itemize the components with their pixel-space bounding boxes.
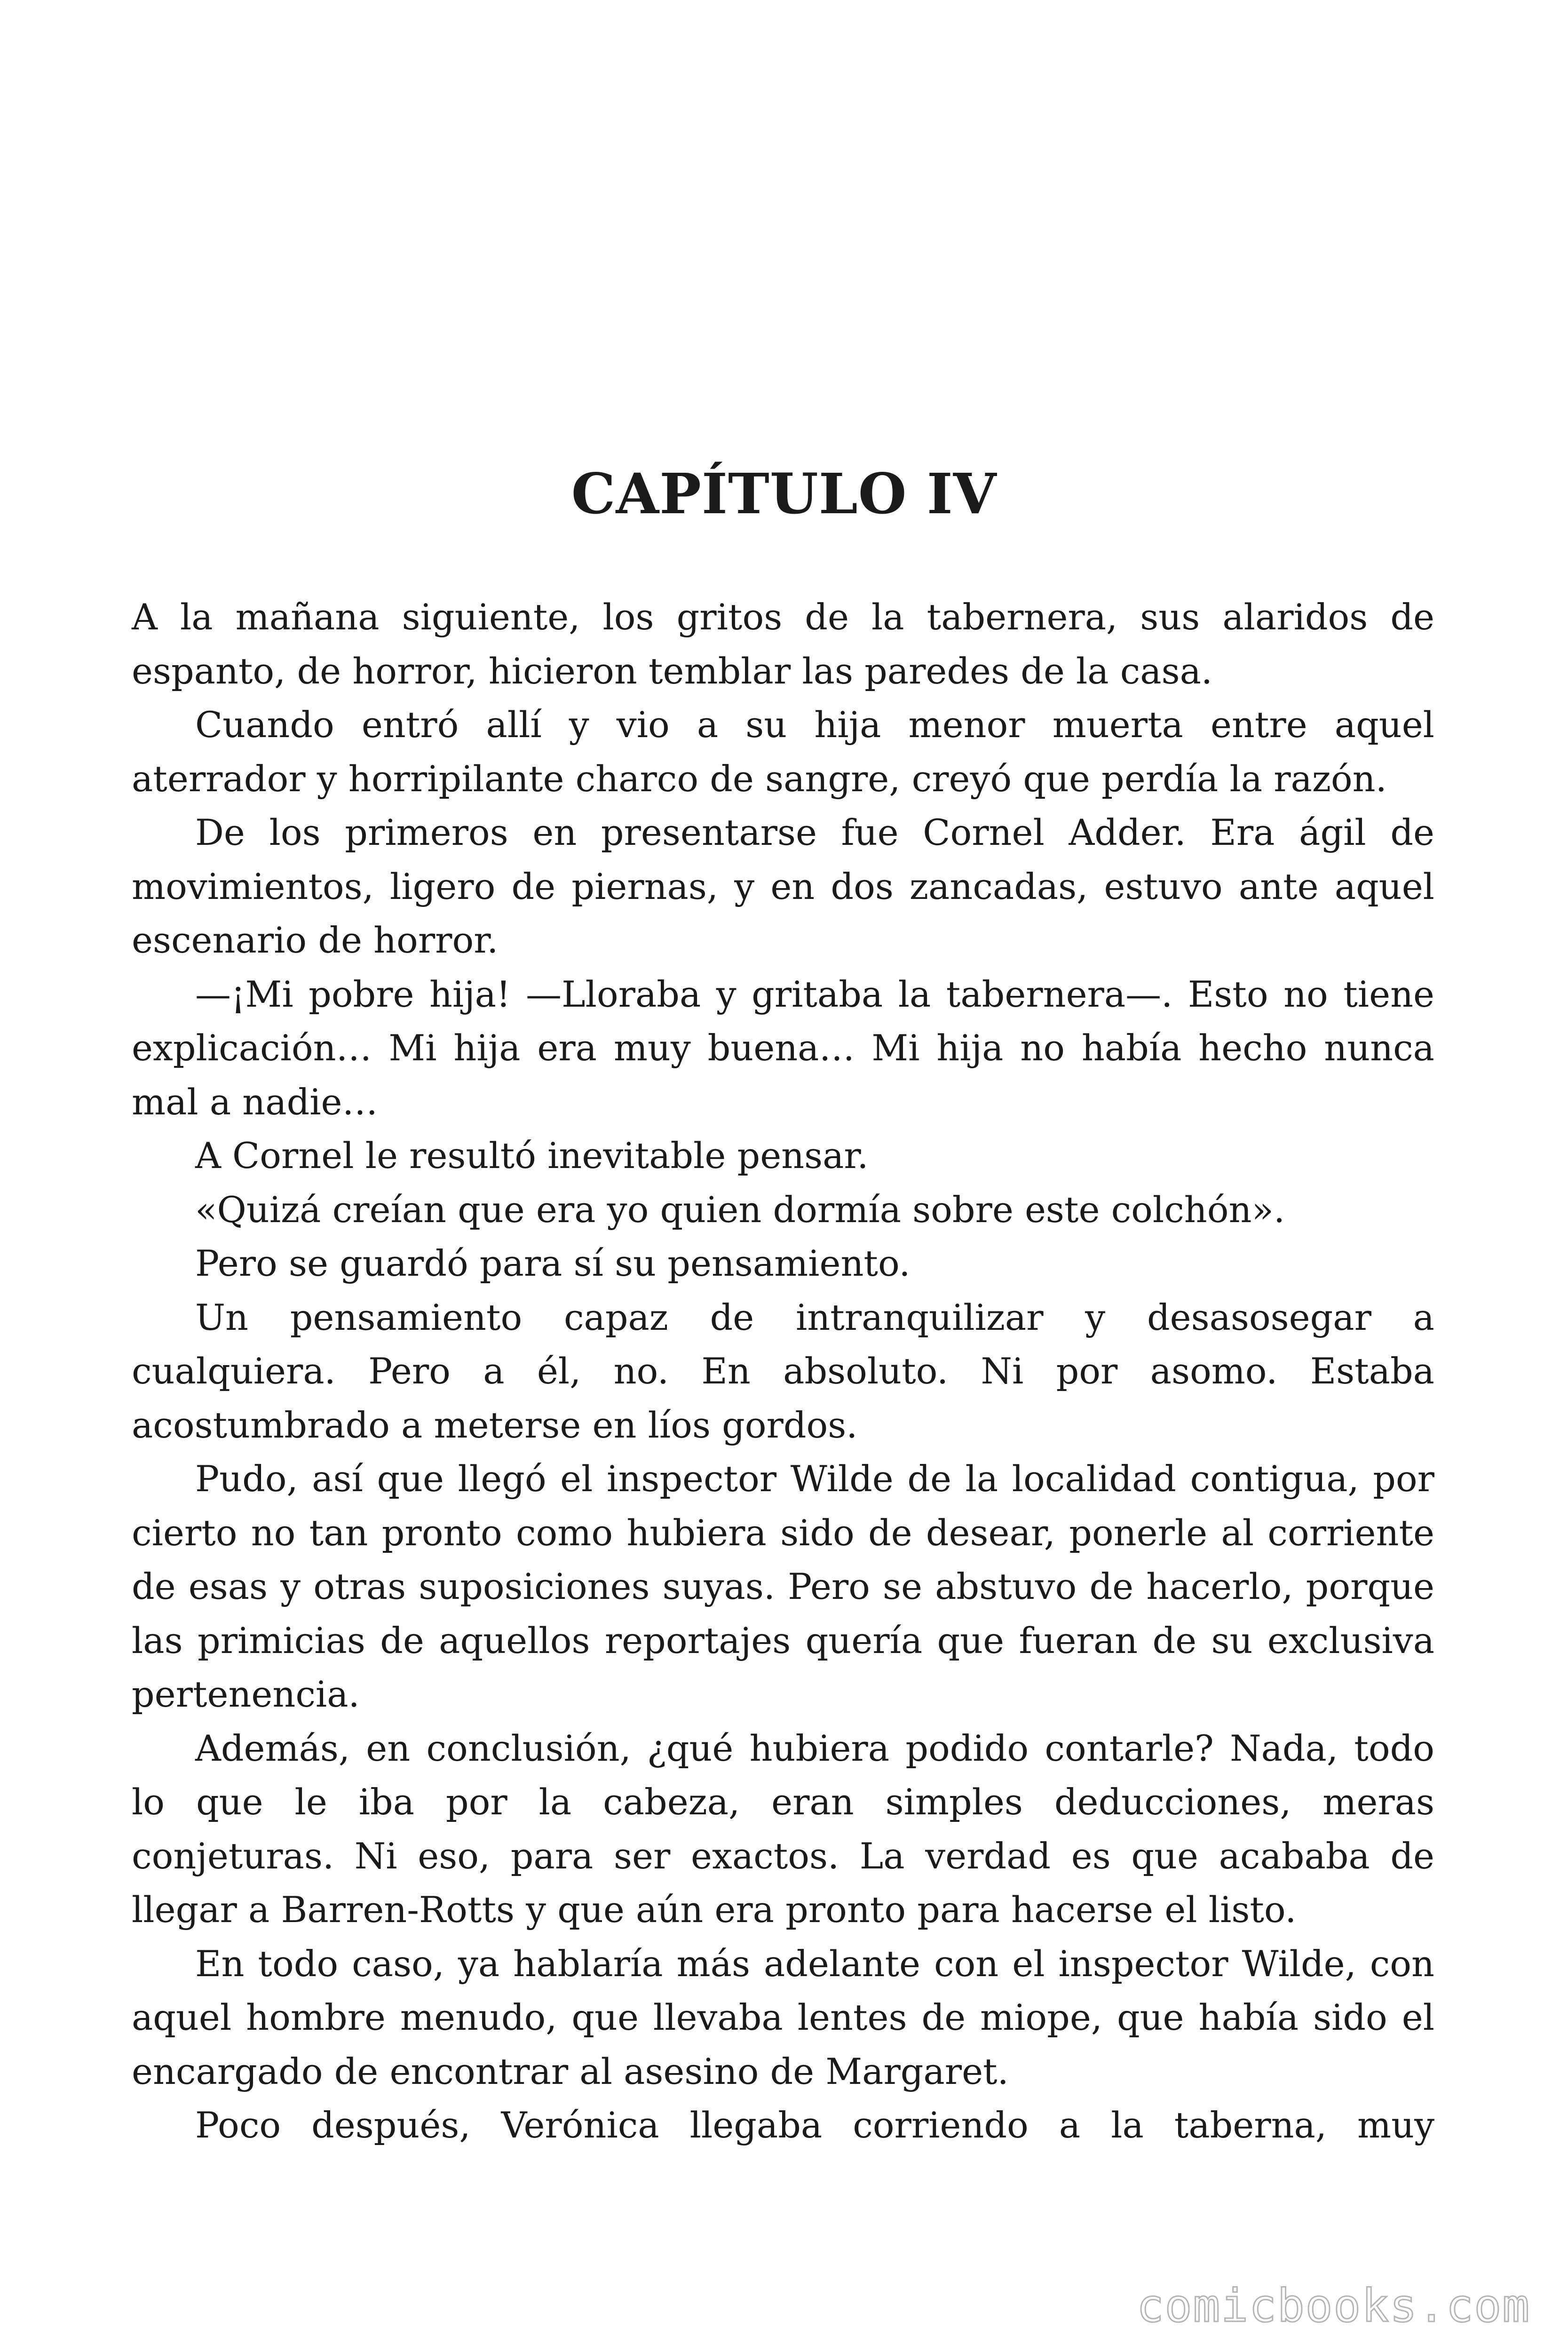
paragraph: «Quizá creían que era yo quien dormía sobre este colchón». [195, 1188, 1285, 1231]
paragraph: A Cornel le resultó inevitable pensar. [195, 1135, 869, 1176]
paragraph: —¡Mi pobre hija! —Lloraba y gritaba la tabernera—. Esto no tiene explicación… Mi hija era muy buena… Mi hija no había hecho nunca mal a nadie… [132, 973, 1434, 1123]
watermark: comicbooks.com [1136, 2280, 1530, 2332]
paragraph: Un pensamiento capaz de intranquilizar y desasosegar a cualquiera. Pero a él, no. En absoluto. Ni por asomo. Estaba acostumbrado a meterse en líos gordos. [132, 1296, 1434, 1446]
paragraph: A la mañana siguiente, los gritos de la tabernera, sus alaridos de espanto, de horror, hicieron temblar las paredes de la casa. [132, 596, 1434, 692]
paragraph: Pudo, así que llegó el inspector Wilde de la localidad contigua, por cierto no tan pronto como hubiera sido de desear, ponerle al corriente de esas y otras suposiciones suyas. Pero se abstuvo de hacerlo, porque las primicias de aquellos reportajes quería que fueran de su exclusiva pertenencia. [132, 1458, 1434, 1715]
paragraph: Pero se guardó para sí su pensamiento. [195, 1242, 911, 1284]
paragraph: Poco después, Verónica llegaba corriendo a la taberna, muy [195, 2104, 1434, 2146]
paragraph: Además, en conclusión, ¿qué hubiera podido contarle? Nada, todo lo que le iba por la cabeza, eran simples deducciones, meras conjeturas. Ni eso, para ser exactos. La verdad es que acababa de llegar a Barren-Rotts y que aún era pronto para hacerse el listo. [132, 1727, 1434, 1931]
chapter-body [132, 590, 1434, 2153]
chapter-title: CAPÍTULO IV [571, 461, 997, 526]
paragraph: En todo caso, ya hablaría más adelante con el inspector Wilde, con aquel hombre menudo, que llevaba lentes de miope, que había sido el encargado de encontrar al asesino de Margaret. [132, 1942, 1434, 2092]
paragraph: De los primeros en presentarse fue Cornel Adder. Era ágil de movimientos, ligero de piernas, y en dos zancadas, estuvo ante aquel escenario de horror. [132, 811, 1434, 961]
paragraph: Cuando entró allí y vio a su hija menor muerta entre aquel aterrador y horripilante charco de sangre, creyó que perdía la razón. [132, 704, 1434, 800]
